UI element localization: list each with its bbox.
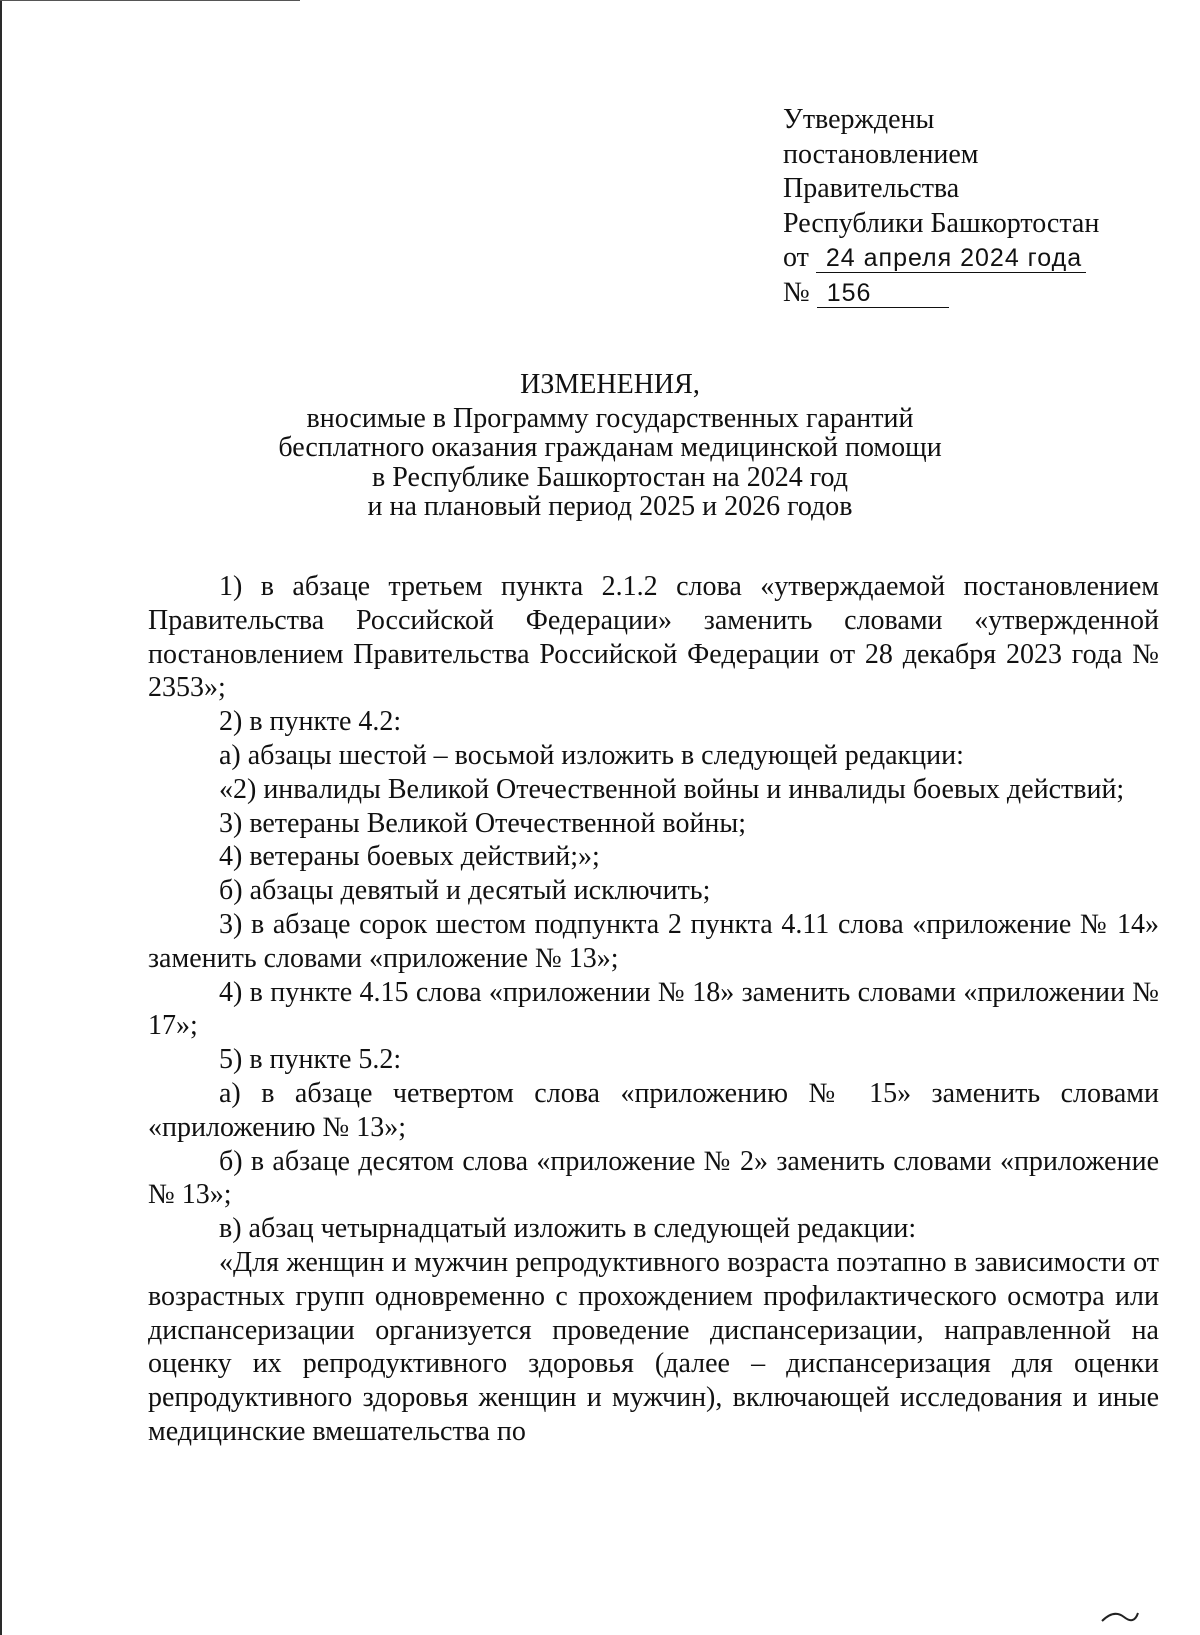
title-heading: ИЗМЕНЕНИЯ, (520, 369, 700, 400)
approval-number-prefix: № (783, 276, 810, 308)
document-title (150, 370, 1070, 522)
approval-date-line (783, 241, 1183, 276)
scan-edge-left (0, 0, 2, 1635)
paragraph: б) абзацы девятый и десятый исключить; (219, 875, 711, 907)
approval-date-value: 24 апреля 2024 года (816, 244, 1086, 273)
paragraph: в) абзац четырнадцатый изложить в следующей редакции: (219, 1213, 917, 1245)
paragraph: 4) ветераны боевых действий;»; (219, 841, 600, 873)
approval-number-value: 156 (817, 279, 950, 308)
paragraph: «Для женщин и мужчин репродуктивного возраста поэтапно в зависимости от возрастных групп одновременно с прохождением профилактического осмотра или диспансеризации организуется проведение диспансеризации, направленной на оценку их репродуктивного здоровья (далее – диспансеризация для оценки репродуктивного здоровья женщин и мужчин), включающей исследования и иные медицинские вмешательства по (148, 1246, 1159, 1447)
paragraph: 4) в пункте 4.15 слова «приложении № 18» заменить словами «приложении № 17»; (148, 976, 1159, 1042)
approval-date-prefix: от (783, 242, 809, 273)
approval-line-3: Правительства (783, 173, 960, 204)
paragraph: 5) в пункте 5.2: (219, 1044, 402, 1076)
approval-line-4: Республики Башкортостан (783, 207, 1100, 239)
approval-stamp (783, 103, 1183, 310)
paragraph: а) абзацы шестой – восьмой изложить в следующей редакции: (219, 739, 964, 771)
approval-line-1: Утверждены (783, 104, 935, 135)
paragraph: «2) инвалиды Великой Отечественной войны и инвалиды боевых действий; (219, 773, 1125, 805)
title-line-2: бесплатного оказания гражданам медицинской помощи (278, 432, 942, 463)
approval-line-2: постановлением (783, 138, 979, 170)
paragraph: 1) в абзаце третьем пункта 2.1.2 слова «утверждаемой постановлением Правительства Российской Федерации» заменить словами «утвержденной постановлением Правительства Российской Федерации от 28 декабря 2023 года № 2353»; (148, 571, 1159, 704)
approval-number-line (783, 276, 1183, 311)
scan-edge-top (0, 0, 300, 1)
title-line-3: в Республике Башкортостан на 2024 год (372, 461, 848, 493)
paragraph: б) в абзаце десятом слова «приложение № 2» заменить словами «приложение № 13»; (148, 1145, 1159, 1211)
paragraph: 3) в абзаце сорок шестом подпункта 2 пункта 4.11 слова «приложение № 14» заменить словами «приложение № 13»; (148, 908, 1159, 974)
paragraph: а) в абзаце четвертом слова «приложению № 15» заменить словами «приложению № 13»; (148, 1077, 1159, 1143)
title-line-1: вносимые в Программу государственных гарантий (306, 402, 914, 434)
paragraph: 3) ветераны Великой Отечественной войны; (219, 807, 747, 839)
document-body (148, 570, 1159, 1449)
paragraph: 2) в пункте 4.2: (219, 706, 402, 738)
title-line-4: и на плановый период 2025 и 2026 годов (367, 491, 853, 522)
scan-mark (1100, 1605, 1140, 1625)
